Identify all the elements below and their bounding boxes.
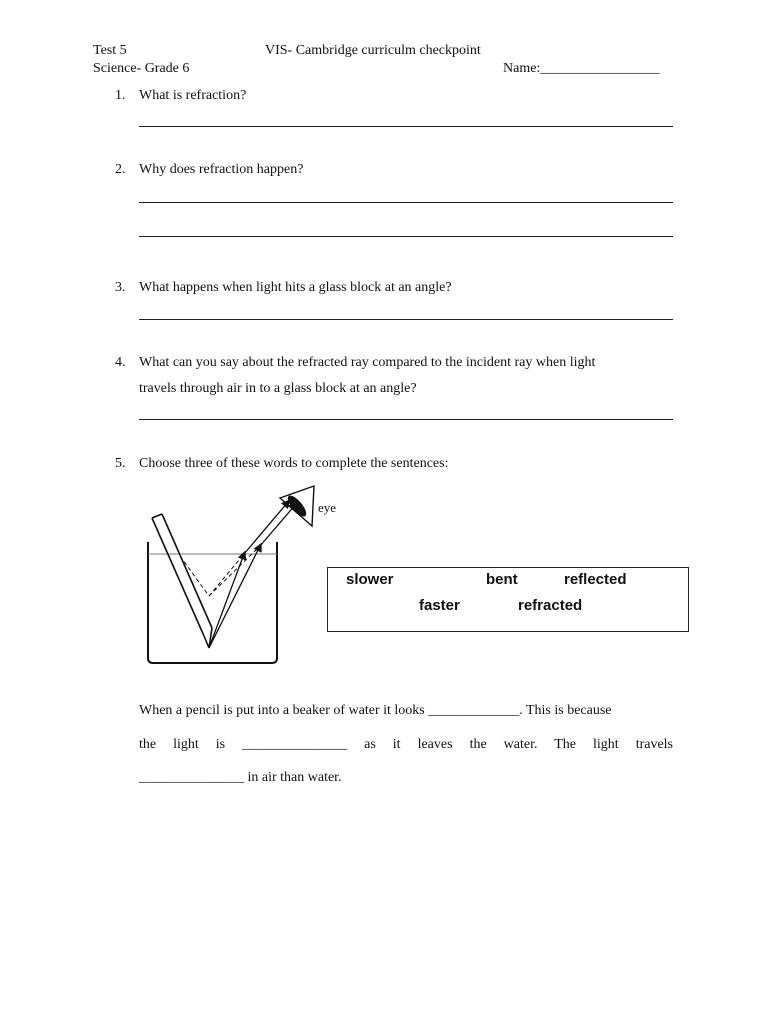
sentence-line-3: _______________ in air than water. bbox=[139, 770, 342, 785]
sentence-line-1: When a pencil is put into a beaker of water it looks _____________. This is because bbox=[139, 703, 612, 718]
question-5-text: Choose three of these words to complete the sentences: bbox=[139, 456, 449, 471]
eye-label: eye bbox=[318, 500, 337, 515]
question-1-number: 1. bbox=[115, 88, 126, 103]
question-2-text: Why does refraction happen? bbox=[139, 162, 304, 177]
subject-grade: Science- Grade 6 bbox=[93, 61, 190, 76]
question-4-text-line2: travels through air in to a glass block at an angle? bbox=[139, 381, 417, 396]
sentence-line-2: the light is _______________ as it leaves the water. The light travels bbox=[139, 737, 674, 752]
pencil bbox=[152, 514, 212, 648]
blank-2[interactable]: _______________ bbox=[242, 737, 348, 752]
beaker bbox=[148, 542, 277, 663]
light-rays bbox=[209, 502, 296, 648]
word-bank bbox=[327, 567, 689, 632]
question-1-text: What is refraction? bbox=[139, 88, 247, 103]
question-2-number: 2. bbox=[115, 162, 126, 177]
question-4-text-line1: What can you say about the refracted ray compared to the incident ray when light bbox=[139, 355, 596, 370]
school-title: VIS- Cambridge curriculm checkpoint bbox=[265, 43, 481, 58]
name-field[interactable]: Name:_________________ bbox=[503, 61, 660, 76]
test-label: Test 5 bbox=[93, 43, 127, 58]
word-refracted: refracted bbox=[518, 597, 583, 614]
question-3-text: What happens when light hits a glass block at an angle? bbox=[139, 280, 452, 295]
answer-line-2a[interactable] bbox=[139, 202, 673, 203]
word-bent: bent bbox=[486, 571, 518, 588]
word-reflected: reflected bbox=[564, 571, 627, 588]
answer-line-2b[interactable] bbox=[139, 236, 673, 237]
answer-line-1[interactable] bbox=[139, 126, 673, 127]
answer-line-4[interactable] bbox=[139, 419, 673, 420]
question-4-number: 4. bbox=[115, 355, 126, 370]
question-3-number: 3. bbox=[115, 280, 126, 295]
answer-line-3[interactable] bbox=[139, 319, 673, 320]
word-faster: faster bbox=[419, 597, 460, 614]
question-5-number: 5. bbox=[115, 456, 126, 471]
word-slower: slower bbox=[346, 571, 394, 588]
